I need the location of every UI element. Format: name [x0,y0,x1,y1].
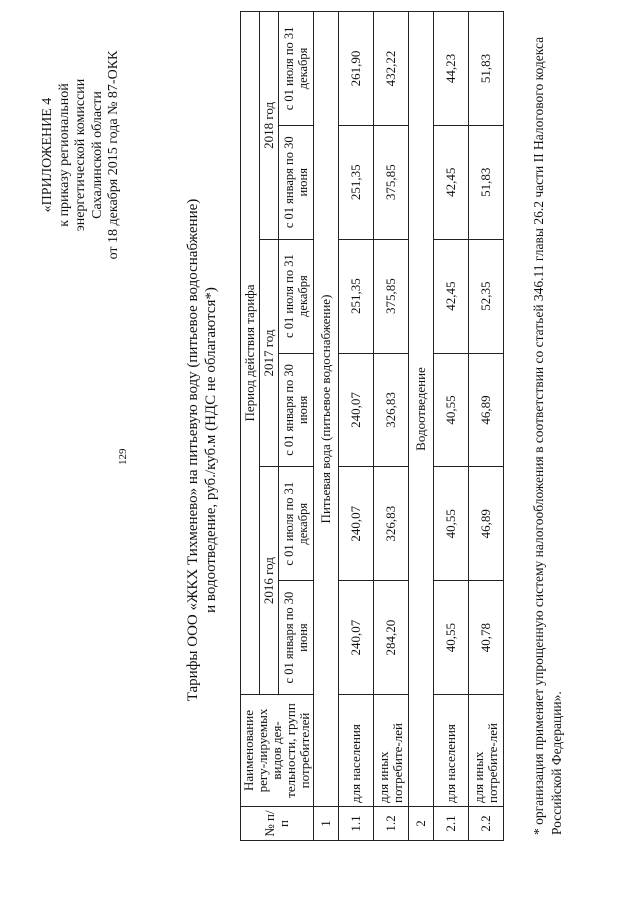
tariff-cell: 42,45 [434,239,469,353]
tariff-cell: 240,07 [339,581,374,695]
header-year: 2018 год [260,12,279,240]
tariff-cell: 46,89 [469,467,504,581]
header-period: Период действия тарифа [241,12,260,695]
section-num: 2 [409,807,434,841]
appendix-line: от 18 декабря 2015 года № 87-ОКК [106,50,121,260]
appendix-line: Сахалинской области [89,91,105,219]
tariff-cell: 240,07 [339,467,374,581]
page-number: 129 [117,448,129,465]
row-name: для населения [434,695,469,807]
header-half: с 01 января по 30 июня [279,125,314,239]
row-name: для иных потребите-лей [374,695,409,807]
header-half: с 01 января по 30 июня [279,353,314,467]
tariff-cell: 375,85 [374,125,409,239]
tariff-cell: 432,22 [374,12,409,126]
section-num: 1 [314,807,339,841]
header-half: с 01 июля по 31 декабря [279,239,314,353]
tariff-cell: 251,35 [339,239,374,353]
appendix-line: энергетической комиссии [73,78,88,232]
title-line: и водоотведение, руб./куб.м (НДС не облагаются*) [203,287,219,613]
tariff-cell: 326,83 [374,353,409,467]
tariff-cell: 51,83 [469,125,504,239]
tariff-table [240,11,504,841]
header-name: Наименование регу-лируемых видов дея-тельности, групп потребителей [241,695,314,807]
tariff-cell: 261,90 [339,12,374,126]
header-year: 2016 год [260,467,279,695]
title-line: Тарифы ООО «ЖКХ Тихменево» на питьевую воду (питьевое водоснабжение) [185,198,201,702]
row-num: 1.2 [374,807,409,841]
tariff-cell: 40,78 [469,581,504,695]
tariff-cell: 51,83 [469,12,504,126]
tariff-cell: 52,35 [469,239,504,353]
tariff-cell: 251,35 [339,125,374,239]
document-title [184,125,220,775]
row-num: 2.2 [469,807,504,841]
section-title: Водоотведение [409,12,434,807]
header-half: с 01 июля по 31 декабря [279,467,314,581]
row-num: 2.1 [434,807,469,841]
tariff-cell: 240,07 [339,353,374,467]
tariff-cell: 375,85 [374,239,409,353]
header-half: с 01 июля по 31 декабря [279,12,314,126]
tariff-cell: 42,45 [434,125,469,239]
header-year: 2017 год [260,239,279,467]
row-name: для населения [339,695,374,807]
appendix-block [40,5,123,305]
section-title: Питьевая вода (питьевое водоснабжение) [314,12,339,807]
footnote: * организация применяет упрощенную систему налогообложения в соответствии со статьей 346.11 главы 26.2 части II Налогового кодекса Российской Федерации». [531,36,564,835]
tariff-cell: 284,20 [374,581,409,695]
tariff-cell: 40,55 [434,353,469,467]
row-name: для иных потребите-лей [469,695,504,807]
tariff-cell: 46,89 [469,353,504,467]
row-num: 1.1 [339,807,374,841]
tariff-cell: 326,83 [374,467,409,581]
header-half: с 01 января по 30 июня [279,581,314,695]
tariff-cell: 40,55 [434,467,469,581]
header-num: № п/п [241,807,314,841]
appendix-line: «ПРИЛОЖЕНИЕ 4 [40,97,55,213]
tariff-cell: 40,55 [434,581,469,695]
tariff-cell: 44,23 [434,12,469,126]
appendix-line: к приказу региональной [56,83,72,227]
